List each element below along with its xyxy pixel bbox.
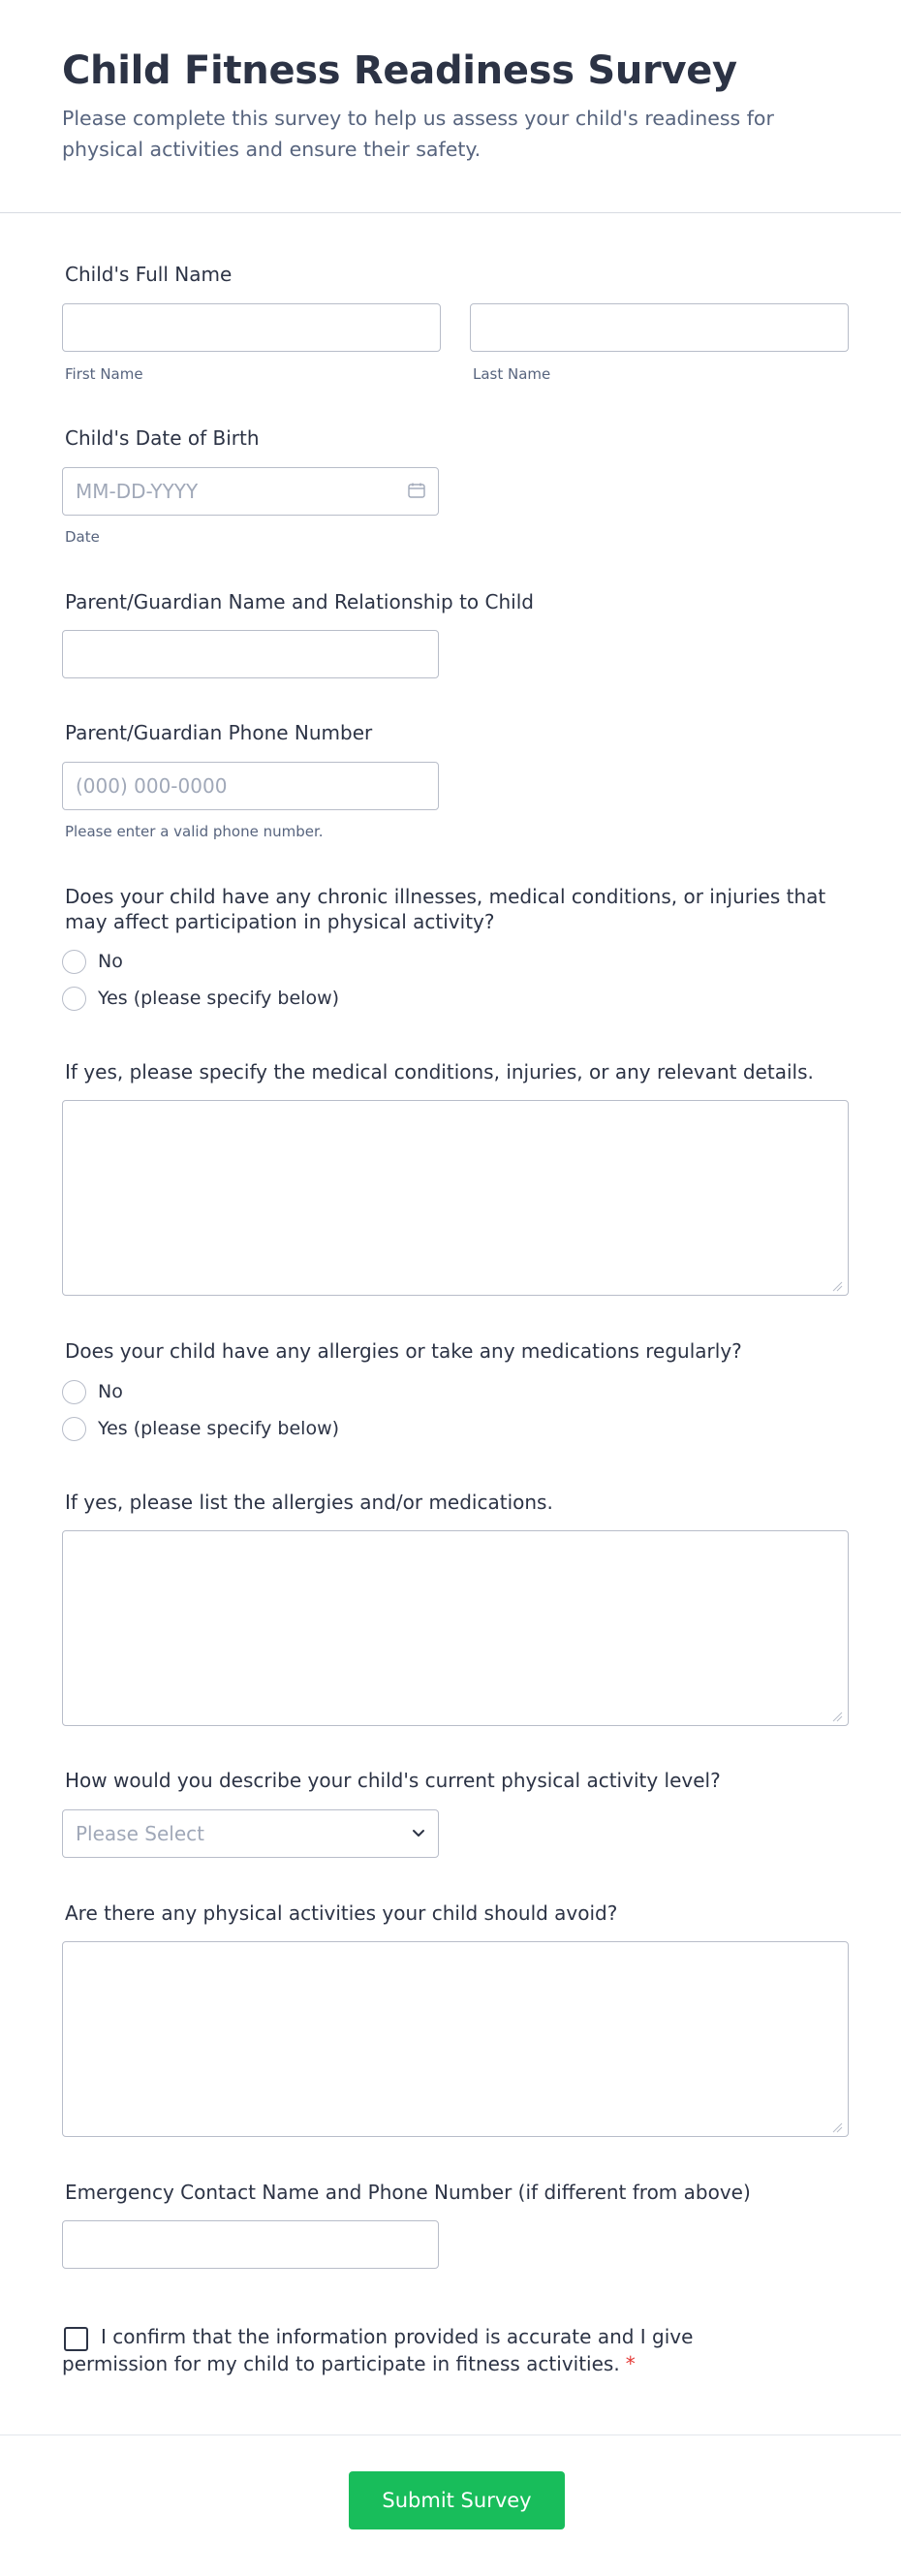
consent-text (62, 2323, 769, 2377)
required-mark: * (625, 2352, 636, 2375)
first-name-sublabel: First Name (65, 365, 143, 383)
emergency-input[interactable] (62, 2220, 439, 2269)
activity-level-label: How would you describe your child's current physical activity level? (65, 1769, 721, 1792)
allergies-details-textarea[interactable] (62, 1530, 849, 1726)
radio-circle[interactable] (62, 987, 86, 1011)
allergies-details-label: If yes, please list the allergies and/or medications. (65, 1491, 553, 1514)
phone-input[interactable] (62, 762, 439, 810)
child-name-label: Child's Full Name (65, 263, 233, 286)
emergency-label: Emergency Contact Name and Phone Number (if different from above) (65, 2181, 751, 2204)
form-header (0, 0, 901, 213)
first-name-input[interactable] (62, 303, 441, 352)
resize-handle-icon[interactable] (831, 1280, 843, 1292)
chevron-down-icon (411, 1826, 426, 1841)
allergies-option-no[interactable] (62, 1378, 123, 1405)
allergies-option-yes[interactable] (62, 1415, 339, 1442)
allergies-label: Does your child have any allergies or take any medications regularly? (65, 1339, 742, 1363)
radio-circle[interactable] (62, 1417, 86, 1441)
conditions-details-label: If yes, please specify the medical conditions, injuries, or any relevant details. (65, 1060, 814, 1084)
page-subtitle: Please complete this survey to help us assess your child's readiness for physical activities and ensure their safety. (62, 107, 774, 161)
select-value: Please Select (76, 1822, 204, 1845)
last-name-sublabel: Last Name (473, 365, 551, 383)
avoid-label: Are there any physical activities your child should avoid? (65, 1901, 618, 1925)
radio-circle[interactable] (62, 950, 86, 974)
radio-circle[interactable] (62, 1380, 86, 1404)
conditions-details-textarea[interactable] (62, 1100, 849, 1296)
phone-label: Parent/Guardian Phone Number (65, 721, 373, 744)
radio-label: No (98, 1381, 123, 1402)
guardian-label: Parent/Guardian Name and Relationship to Child (65, 590, 534, 613)
submit-button[interactable]: Submit Survey (349, 2471, 565, 2529)
dob-input[interactable] (62, 467, 439, 516)
resize-handle-icon[interactable] (831, 1711, 843, 1722)
guardian-input[interactable] (62, 630, 439, 678)
conditions-option-no[interactable] (62, 948, 123, 975)
conditions-option-yes[interactable] (62, 985, 339, 1012)
radio-label: Yes (please specify below) (98, 988, 340, 1009)
consent-label: I confirm that the information provided is accurate and I give permission for my child to participate in fitness activities. (62, 2325, 694, 2375)
avoid-textarea[interactable] (62, 1941, 849, 2137)
conditions-label: Does your child have any chronic illnesses, medical conditions, or injuries that may affect participation in physical activity? (65, 885, 826, 933)
phone-sublabel: Please enter a valid phone number. (65, 823, 324, 840)
calendar-icon[interactable] (408, 483, 425, 498)
page-title: Child Fitness Readiness Survey (62, 48, 737, 93)
radio-label: No (98, 951, 123, 972)
last-name-input[interactable] (470, 303, 849, 352)
dob-label: Child's Date of Birth (65, 426, 260, 450)
consent-checkbox[interactable] (64, 2327, 88, 2351)
activity-level-select[interactable] (62, 1809, 439, 1858)
radio-label: Yes (please specify below) (98, 1418, 340, 1439)
resize-handle-icon[interactable] (831, 2121, 843, 2133)
dob-sublabel: Date (65, 528, 100, 546)
